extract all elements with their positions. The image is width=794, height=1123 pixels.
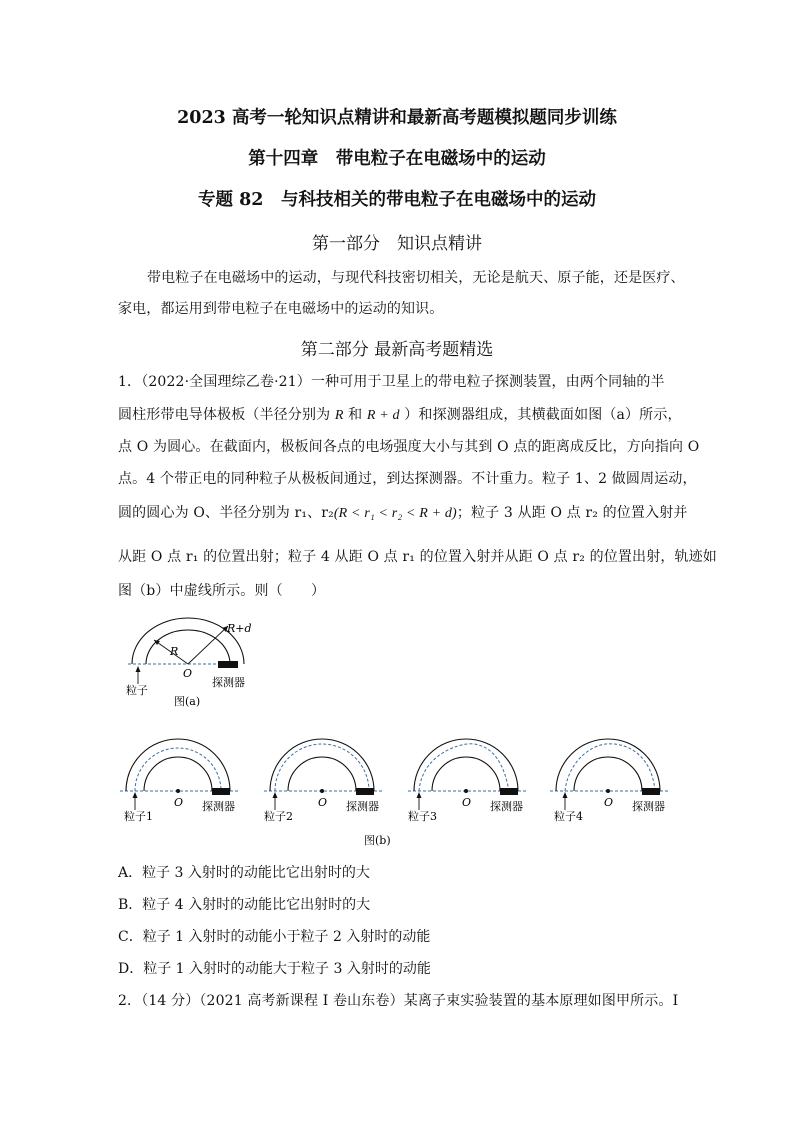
inner-plate <box>146 630 230 664</box>
svg-text:O: O <box>318 796 328 809</box>
part1-line2: 家电，都运用到带电粒子在电磁场中的运动的知识。 <box>118 301 444 317</box>
label-particle: 粒子 <box>126 684 148 697</box>
q1-line6: 从距 O 点 r₁ 的位置出射；粒子 4 从距 O 点 r₁ 的位置入射并从距 O 点 r₂ 的位置出射，轨迹如 <box>118 549 717 565</box>
caption-a: 图(a) <box>174 695 201 708</box>
chapter-title: 第十四章 带电粒子在电磁场中的运动 <box>248 149 546 169</box>
label-particle-3: 粒子3 <box>408 810 437 823</box>
caption-b: 图(b) <box>364 834 391 847</box>
radius-Rd-line <box>188 626 228 664</box>
figure-b <box>118 734 678 850</box>
figure-b-panel-1 <box>120 739 238 823</box>
figure-a <box>120 610 280 710</box>
label-Rd: R+d <box>227 622 252 635</box>
label-detector: 探测器 <box>212 676 245 689</box>
part1-line1: 带电粒子在电磁场中的运动，与现代科技密切相关，无论是航天、原子能，还是医疗、 <box>147 270 685 286</box>
figure-b-panel-2 <box>264 739 382 823</box>
q1-line5: 圆的圆心为 O、半径分别为 r₁、r₂(R < r₁ < r₂ < R + d)；粒子 3 从距 O 点 r₂ 的位置入射并 <box>118 505 688 521</box>
label-R: R <box>170 645 179 658</box>
q1-line2: 圆柱形带电导体极板（半径分别为 R 和 R + d ）和探测器组成，其横截面如图（a）所示， <box>118 407 682 423</box>
document-title: 2023 高考一轮知识点精讲和最新高考题模拟题同步训练 <box>177 108 617 128</box>
svg-text:O: O <box>604 796 614 809</box>
detector-block <box>218 661 238 668</box>
q1-line1: 1．（2022·全国理综乙卷·21）一种可用于卫星上的带电粒子探测装置，由两个同轴的半 <box>118 374 665 390</box>
q1-line3: 点 O 为圆心。在截面内，极板间各点的电场强度大小与其到 O 点的距离成反比，方向指向 O <box>118 439 700 455</box>
svg-text:O: O <box>174 796 184 809</box>
label-particle-1: 粒子1 <box>124 810 153 823</box>
q1-line4: 点。4 个带正电的同种粒子从极板间通过，到达探测器。不计重力。粒子 1、2 做圆周运动， <box>118 471 697 487</box>
svg-text:探测器: 探测器 <box>632 800 665 813</box>
figure-b-panel-4 <box>550 739 668 823</box>
label-particle-4: 粒子4 <box>554 810 583 823</box>
trajectory-1 <box>135 748 221 791</box>
svg-text:O: O <box>462 796 472 809</box>
svg-text:探测器: 探测器 <box>346 800 379 813</box>
q2-line1: 2．（14 分）（2021 高考新课程 I 卷山东卷）某离子束实验装置的基本原理如图甲所示。I <box>118 993 679 1009</box>
svg-text:探测器: 探测器 <box>490 800 523 813</box>
part1-heading: 第一部分 知识点精讲 <box>312 234 482 254</box>
topic-title: 专题 82 与科技相关的带电粒子在电磁场中的运动 <box>198 190 596 210</box>
part2-heading: 第二部分 最新高考题精选 <box>300 340 494 360</box>
q1-line7: 图（b）中虚线所示。则（ ） <box>118 583 326 599</box>
option-b: B．粒子 4 入射时的动能比它出射时的大 <box>118 897 371 913</box>
figure-b-panel-3 <box>408 739 526 823</box>
option-d: D．粒子 1 入射时的动能大于粒子 3 入射时的动能 <box>118 961 431 977</box>
option-a: A．粒子 3 入射时的动能比它出射时的大 <box>118 865 370 881</box>
svg-text:探测器: 探测器 <box>202 800 235 813</box>
option-c: C．粒子 1 入射时的动能小于粒子 2 入射时的动能 <box>118 929 431 945</box>
label-O: O <box>183 667 193 680</box>
label-particle-2: 粒子2 <box>264 810 293 823</box>
